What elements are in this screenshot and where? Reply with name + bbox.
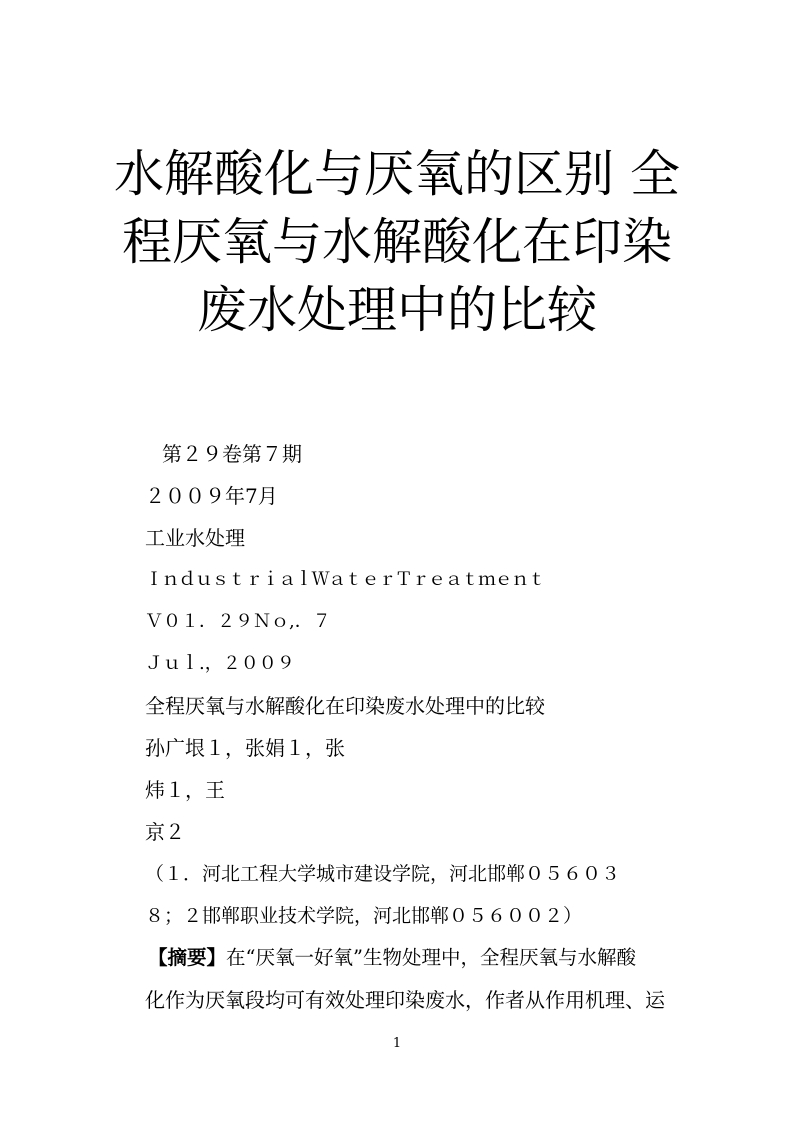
publication-date-cn: ２００９年7月 — [145, 484, 278, 508]
affiliation-line-1: （１．河北工程大学城市建设学院，河北邯郸０５６０３ — [145, 863, 621, 885]
page-number: 1 — [392, 1036, 402, 1051]
journal-name-en: ＩｎｄｕｓｔｒｉａｌＷａｔｅｒＴｒｅａｔｍｅｎｔ — [145, 569, 545, 590]
publication-date-en: Ｊｕｌ.，２００９ — [145, 653, 295, 674]
document-title — [100, 140, 694, 344]
abstract-line-2: 化作为厌氧段均可有效处理印染废水，作者从作用机理、运 — [145, 988, 665, 1012]
authors-line-2: 炜１，王 — [145, 778, 225, 802]
title-line-3: 废水处理中的比较 — [197, 281, 597, 339]
volume-en: Ｖ０１．２９Ｎｏ,．７ — [145, 611, 331, 632]
abstract-text-1: 在“厌氧一好氧”生物处理中，全程厌氧与水解酸 — [226, 946, 636, 969]
title-line-1: 水解酸化与厌氧的区别 全 — [114, 145, 680, 203]
title-line-2: 程厌氧与水解酸化在印染 — [122, 213, 672, 271]
article-title: 全程厌氧与水解酸化在印染废水处理中的比较 — [145, 694, 545, 718]
authors-line-1: 孙广垠１，张娟１，张 — [145, 736, 345, 760]
abstract-label: 【摘要】 — [148, 946, 227, 969]
affiliation-line-2: ８；２邯郸职业技术学院，河北邯郸０５６００２） — [145, 905, 583, 927]
volume-issue: 第２９卷第７期 — [162, 442, 302, 466]
abstract-line-1 — [148, 944, 636, 972]
journal-name-cn: 工业水处理 — [145, 526, 245, 550]
authors-line-3: 京２ — [145, 820, 185, 844]
